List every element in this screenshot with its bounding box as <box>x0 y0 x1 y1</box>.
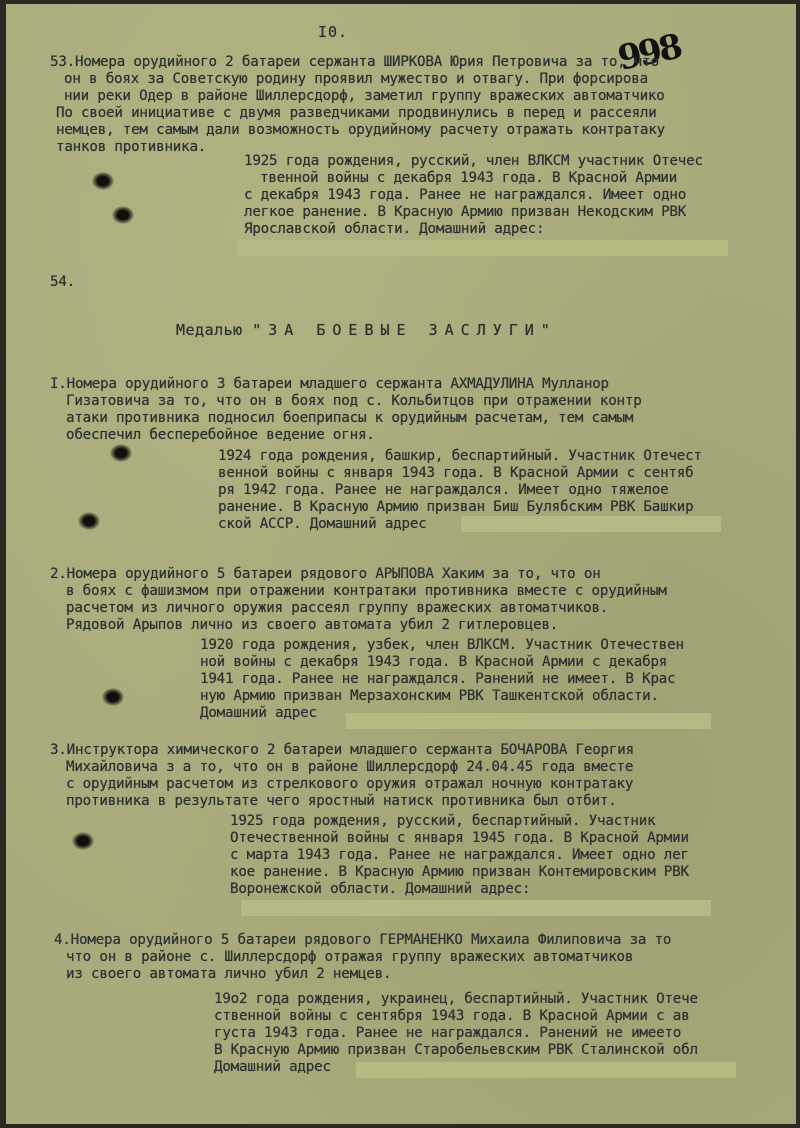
bio-line: с декабря 1943 года. Ранее не награждался. Имеет одно <box>244 187 687 203</box>
redacted-address <box>346 713 711 729</box>
entry-text-line: 4.Номера орудийного 5 батареи рядового ГЕРМАНЕНКО Михаила Филиповича за то <box>54 932 672 948</box>
award-name: "ЗА БОЕВЫЕ ЗАСЛУГИ" <box>252 321 557 339</box>
redacted-address <box>356 1062 736 1078</box>
entry-text-line: расчетом из личного оружия рассеял группу вражеских автоматчиков. <box>66 600 609 616</box>
bio-line: легкое ранение. В Красную Армию призван Некодским РВК <box>244 204 687 220</box>
award-prefix: Медалью <box>176 321 243 339</box>
bio-line: ной войны с декабря 1943 года. В Красной Армии с декабря <box>200 654 668 670</box>
entry-text-line: Гизатовича за то, что он в боях под с. Кольбитцов при отражении контр <box>66 393 642 409</box>
award-heading <box>176 322 557 338</box>
punch-hole <box>112 206 134 224</box>
punch-hole <box>102 688 124 706</box>
bio-line: В Красную Армию призван Старобельевским РВК Сталинской обл <box>214 1042 698 1058</box>
bio-line: ранение. В Красную Армию призван Биш Булябским РВК Башкир <box>218 499 694 515</box>
bio-line: 1925 года рождения, русский, беспартийный. Участник <box>230 813 656 829</box>
entry-text-line: обеспечил бесперебойное ведение огня. <box>66 427 375 443</box>
entry-text-line: Рядовой Арыпов лично из своего автомата убил 2 гитлеровцев. <box>66 617 559 633</box>
bio-line: с марта 1943 года. Ранее не награждался. Имеет одно лег <box>230 847 689 863</box>
entry-text-line: нии реки Одер в районе Шиллерсдорф, заметил группу вражеских автоматчико <box>64 88 665 104</box>
entry-text-line: что он в районе с. Шиллерсдорф отражая группу вражеских автоматчиков <box>66 949 634 965</box>
punch-hole <box>72 832 94 850</box>
punch-hole <box>78 512 100 530</box>
entry-text-line: из своего автомата лично убил 2 немцев. <box>66 966 392 982</box>
bio-line: твенной войны с декабря 1943 года. В Красной Армии <box>260 170 678 186</box>
entry-text-line: 53.Номера орудийного 2 батареи сержанта ШИРКОВА Юрия Петровича за то, что <box>50 54 659 70</box>
bio-line: венной войны с января 1943 года. В Красной Армии с сентяб <box>218 465 694 481</box>
bio-line: густа 1943 года. Ранее не награждался. Ранений не имеето <box>214 1025 682 1041</box>
bio-line: Домашний адрес <box>214 1059 331 1075</box>
entry-text-line: противника в результате чего яростный натиск противника был отбит. <box>66 793 617 809</box>
entry-54-number: 54. <box>50 274 76 290</box>
entry-text-line: немцев, тем самым дали возможность орудийному расчету отражать контратаку <box>56 122 665 138</box>
entry-text-line: 2.Номера орудийного 5 батареи рядового АРЫПОВА Хаким за то, что он <box>50 566 601 582</box>
bio-line: Домашний адрес <box>200 705 317 721</box>
entry-text-line: танков противника. <box>56 139 207 155</box>
entry-text-line: Михайловича з а то, что он в районе Шиллерсдорф 24.04.45 года вместе <box>66 759 634 775</box>
bio-line: кое ранение. В Красную Армию призван Контемировским РВК <box>230 864 689 880</box>
entry-text-line: он в боях за Советскую родину проявил мужество и отвагу. При форсирова <box>64 71 648 87</box>
entry-text-line: I.Номера орудийного 3 батареи младшего сержанта АХМАДУЛИНА Мулланор <box>50 376 609 392</box>
document-page <box>6 4 796 1124</box>
bio-line: Ярославской области. Домашний адрес: <box>244 221 545 237</box>
bio-line: 1920 года рождения, узбек, член ВЛКСМ. Участник Отечествен <box>200 637 684 653</box>
redacted-address <box>238 240 728 256</box>
bio-line: ственной войны с сентября 1943 года. В Красной Армии с ав <box>214 1008 690 1024</box>
bio-line: 1941 года. Ранее не награждался. Ранений не имеет. В Крас <box>200 671 676 687</box>
entry-text-line: По своей инициативе с двумя разведчиками продвинулись в перед и рассеяли <box>56 105 657 121</box>
entry-text-line: атаки противника подносил боеприпасы к орудийным расчетам, тем самым <box>66 410 634 426</box>
entry-text-line: в боях с фашизмом при отражении контратаки противника вместе с орудийным <box>66 583 667 599</box>
redacted-address <box>461 516 721 532</box>
bio-line: ской АССР. Домашний адрес <box>218 516 427 532</box>
entry-text-line: с орудийным расчетом из стрелкового оружия отражал ночную контратаку <box>66 776 634 792</box>
bio-line: 1924 года рождения, башкир, беспартийный. Участник Отечест <box>218 448 702 464</box>
archive-stamp-number: 998 <box>614 26 684 79</box>
bio-line: Отечественной войны с января 1945 года. В Красной Армии <box>230 830 689 846</box>
bio-line: 1925 года рождения, русский, член ВЛКСМ участник Отечес <box>244 153 703 169</box>
bio-line: 19о2 года рождения, украинец, беспартийный. Участник Отече <box>214 991 698 1007</box>
punch-hole <box>110 444 132 462</box>
redacted-address <box>241 900 711 916</box>
entry-text-line: 3.Инструктора химического 2 батареи младшего сержанта БОЧАРОВА Георгия <box>50 742 634 758</box>
bio-line: ря 1942 года. Ранее не награждался. Имеет одно тяжелое <box>218 482 669 498</box>
bio-line: Воронежской области. Домашний адрес: <box>230 881 531 897</box>
page-number: I0. <box>318 23 349 41</box>
bio-line: ную Армию призван Мерзахонским РВК Ташкентской области. <box>200 688 659 704</box>
punch-hole <box>92 172 114 190</box>
